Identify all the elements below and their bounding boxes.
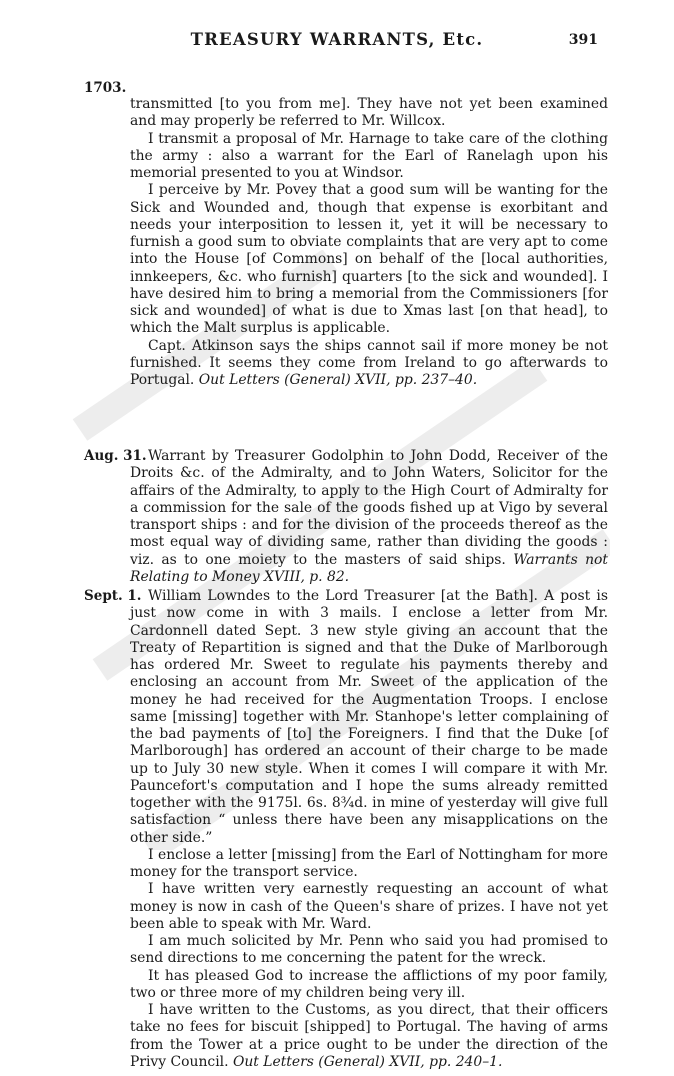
paragraph-text: I enclose a letter [missing] from the Earl of Nottingham for more money for the transport service. [130,846,608,880]
paragraph [130,448,608,586]
entry-sept-1 [84,588,608,1071]
paragraph [130,131,608,183]
paragraph-text: I am much solicited by Mr. Penn who said you had promised to send directions to me concerning the patent for the wreck. [130,933,608,967]
source-reference: Out Letters (General) XVII, pp. 237–40. [198,372,478,388]
paragraph [130,968,608,1003]
entry-aug-31 [84,448,608,586]
entry-body [130,588,608,1071]
paragraph [130,933,608,968]
paragraph-text: I perceive by Mr. Povey that a good sum will be wanting for the Sick and Wounded and, though that expense is exorbitant and needs your interposition to lessen it, yet it will be necessary to furnish a good sum to obviate complaints that are very apt to come into the House [of Commons] on behalf of the [local authorities, innkeepers, &c. who furnish] quarters [to the sick and wounded]. I have desired him to bring a memorial from the Commissioners [for sick and wounded] of what is due to Xmas last [on that head], to which the Malt surplus is applicable. [130,182,608,337]
year-marginal: 1703. [84,80,127,96]
paragraph-text: transmitted [to you from me]. They have not yet been examined and may properly be referred to Mr. Willcox. [130,96,608,130]
paragraph-text: I have written to the Customs, as you direct, that their officers take no fees for biscuit [shipped] to Portugal. The having of arms from the Tower at a price ought to be under the direction of the Privy Council. [130,1002,608,1070]
entry-date: Aug. 31. [84,448,147,464]
paragraph [130,1002,608,1071]
page-number: 391 [568,32,598,48]
running-title: TREASURY WARRANTS, Etc. [190,30,484,49]
paragraph [130,182,608,337]
paragraph-text: Capt. Atkinson says the ships cannot sail if more money be not furnished. It seems they come from Ireland to go afterwards to Portugal. [130,337,608,388]
source-reference: Warrants not Relating to Money XVIII, p. 82. [130,551,608,585]
paragraph [130,338,608,390]
continued-letter [130,96,608,389]
paragraph [130,881,608,933]
paragraph-text: William Lowndes to the Lord Treasurer [at the Bath]. A post is just now come in with 3 mails. I enclose a letter from Mr. Cardonnell dated Sept. 3 new style giving an account that the Treaty of Repartition is signed and that the Duke of Marlborough has ordered Mr. Sweet to regulate his payments thereby and enclosing an account from Mr. Sweet of the application of the money he had received for the Augmentation Troops. I enclose same [missing] together with Mr. Stanhope's letter complaining of the bad payments of [to] the Foreigners. I find that the Duke [of Marlborough] has ordered an account of their charge to be made up to July 30 new style. When it comes I will compare it with Mr. Pauncefort's computation and I hope the sums already remitted together with the 9175l. 6s. 8¾d. in mine of yesterday will give full satisfaction “ unless there have been any misapplications on the other side.” [130,588,608,846]
paragraph-text: Warrant by Treasurer Godolphin to John Dodd, Receiver of the Droits &c. of the Admiralty, and to John Waters, Solicitor for the affairs of the Admiralty, to apply to the High Court of Admiralty for a commission for the sale of the goods fished up at Vigo by several transport ships : and for the division of the proceeds thereof as the most equal way of dividing same, rather than dividing the goods : viz. as to one moiety to the masters of said ships. [130,448,608,568]
paragraph-text: It has pleased God to increase the afflictions of my poor family, two or three more of my children being very ill. [130,967,608,1001]
entry-body [130,448,608,586]
paragraph [130,588,608,847]
paragraph [130,847,608,882]
entry-date: Sept. 1. [84,588,142,604]
paragraph [130,96,608,131]
paragraph-text: I have written very earnestly requesting an account of what money is now in cash of the Queen's share of prizes. I have not yet been able to speak with Mr. Ward. [130,881,608,932]
paragraph-text: I transmit a proposal of Mr. Harnage to take care of the clothing the army : also a warrant for the Earl of Ranelagh upon his memorial presented to you at Windsor. [130,130,608,181]
source-reference: Out Letters (General) XVII, pp. 240–1. [232,1053,503,1070]
running-head [0,30,674,54]
